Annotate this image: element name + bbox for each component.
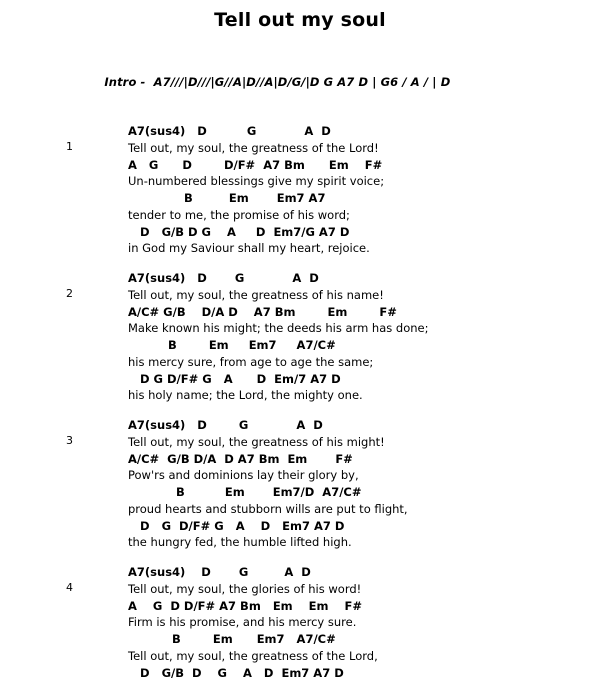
lyric-line: his mercy sure, from age to age the same; — [128, 354, 600, 371]
lyric-line: Tell out, my soul, the greatness of the Lord! — [128, 140, 600, 157]
chord-line: D G D/F# G A D Em7 A7 D — [128, 518, 600, 535]
verse-number: 1 — [66, 140, 73, 153]
lyric-line: the hungry fed, the humble lifted high. — [128, 534, 600, 551]
chord-line: A/C# G/B D/A D A7 Bm Em F# — [128, 304, 600, 321]
chord-line: A7(sus4) D G A D — [128, 564, 600, 581]
lyric-line: Pow'rs and dominions lay their glory by, — [128, 467, 600, 484]
verse-lines — [128, 564, 600, 681]
chord-line: A/C# G/B D/A D A7 Bm Em F# — [128, 451, 600, 468]
verse-list — [0, 123, 600, 681]
chord-line: A G D D/F# A7 Bm Em F# — [128, 157, 600, 174]
chord-line: D G D/F# G A D Em/7 A7 D — [128, 371, 600, 388]
verse-number: 4 — [66, 581, 73, 594]
lyric-line: Tell out, my soul, the greatness of his name! — [128, 287, 600, 304]
verse-block — [0, 417, 600, 551]
page-title: Tell out my soul — [0, 9, 600, 31]
intro-progression: A7///|D///|G//A|D//A|D/G/|D G A7 D | G6 / A / | D — [154, 75, 451, 89]
intro-line — [88, 61, 600, 103]
lyric-line: his holy name; the Lord, the mighty one. — [128, 387, 600, 404]
chord-line: A7(sus4) D G A D — [128, 270, 600, 287]
verse-number: 2 — [66, 287, 73, 300]
verse-block — [0, 123, 600, 257]
intro-spacer — [145, 75, 153, 89]
chord-line: D G/B D G A D Em7/G A7 D — [128, 224, 600, 241]
chord-line: B Em Em7 A7/C# — [128, 337, 600, 354]
chord-line: A7(sus4) D G A D — [128, 123, 600, 140]
chord-line: A G D D/F# A7 Bm Em Em F# — [128, 598, 600, 615]
lyric-line: tender to me, the promise of his word; — [128, 207, 600, 224]
chord-line: A7(sus4) D G A D — [128, 417, 600, 434]
intro-label: Intro - — [104, 75, 145, 89]
lyric-line: Tell out, my soul, the greatness of his might! — [128, 434, 600, 451]
document-page — [0, 9, 600, 610]
chord-line: D G/B D G A D Em7 A7 D — [128, 665, 600, 681]
chord-line: B Em Em7 A7 — [128, 190, 600, 207]
verse-block — [0, 564, 600, 681]
lyric-line: Tell out, my soul, the greatness of the Lord, — [128, 648, 600, 665]
chord-line: B Em Em7/D A7/C# — [128, 484, 600, 501]
lyric-line: in God my Saviour shall my heart, rejoice. — [128, 240, 600, 257]
verse-block — [0, 270, 600, 404]
lyric-line: Make known his might; the deeds his arm has done; — [128, 320, 600, 337]
verse-lines — [128, 270, 600, 404]
chord-line: B Em Em7 A7/C# — [128, 631, 600, 648]
lyric-line: Un-numbered blessings give my spirit voice; — [128, 173, 600, 190]
lyric-line: Firm is his promise, and his mercy sure. — [128, 614, 600, 631]
lyric-line: Tell out, my soul, the glories of his word! — [128, 581, 600, 598]
lyric-line: proud hearts and stubborn wills are put to flight, — [128, 501, 600, 518]
verse-lines — [128, 417, 600, 551]
verse-lines — [128, 123, 600, 257]
verse-number: 3 — [66, 434, 73, 447]
